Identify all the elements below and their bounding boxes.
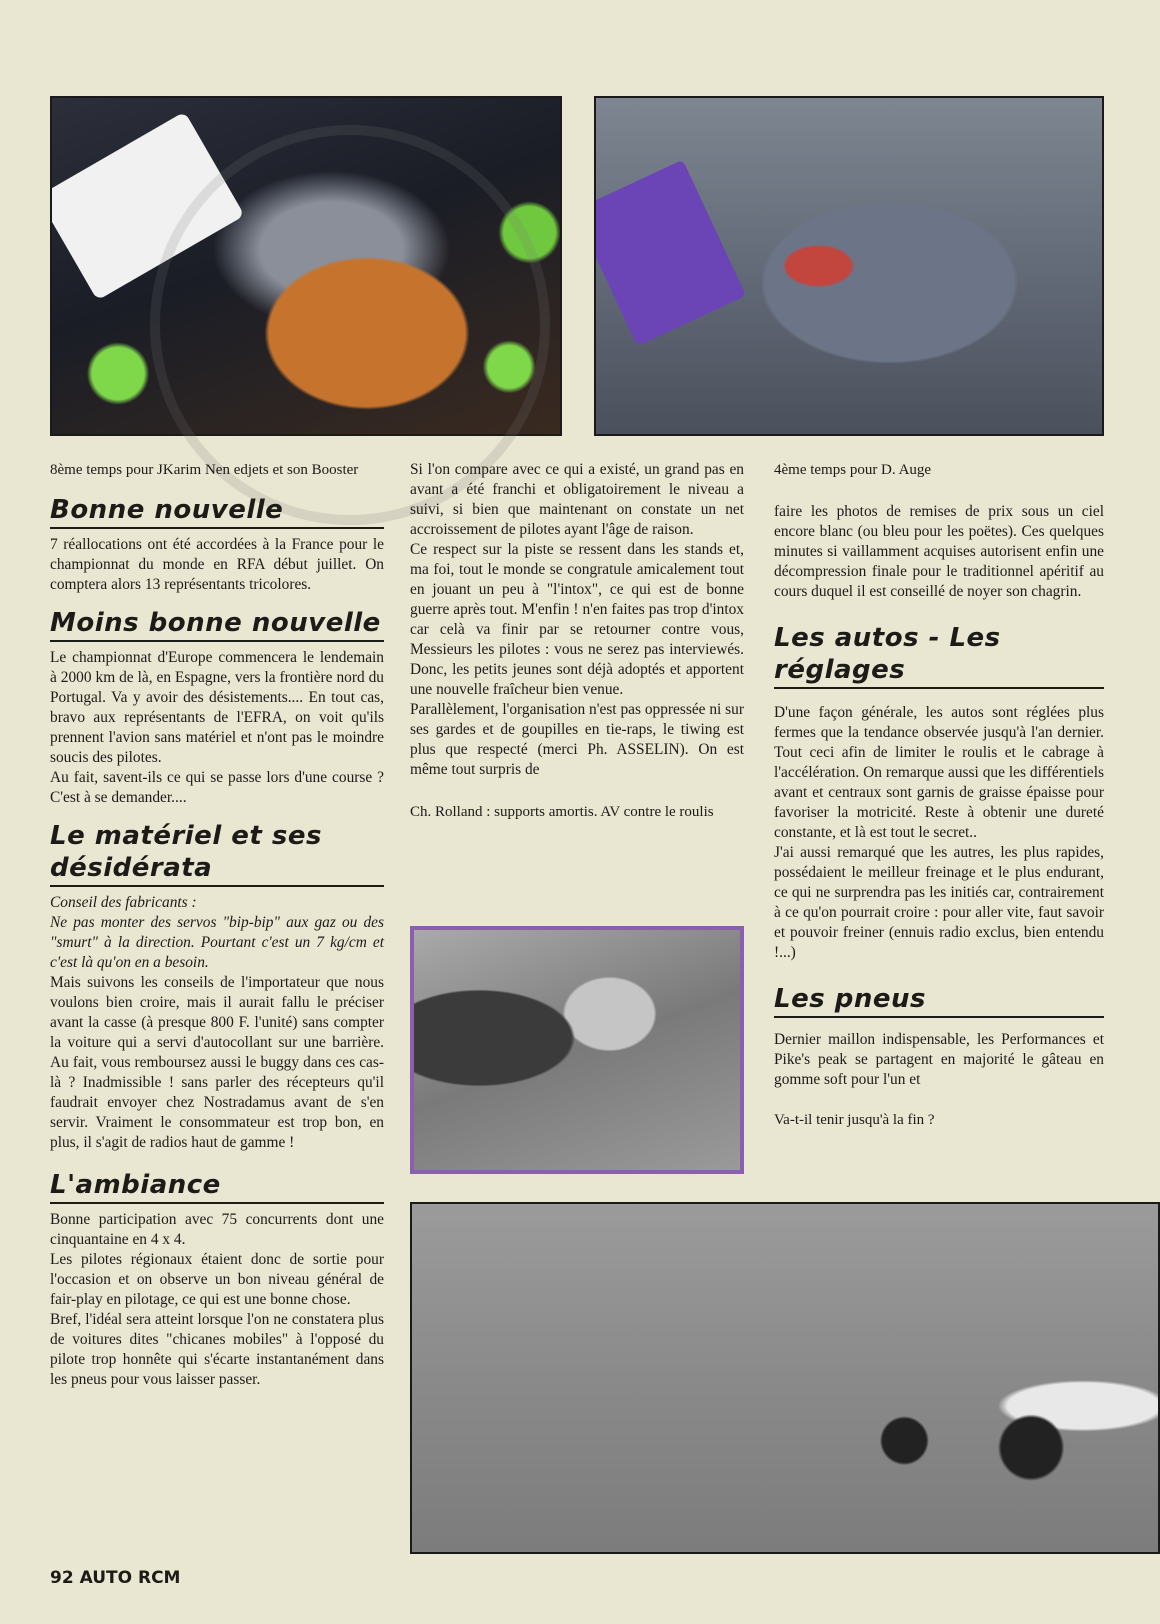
photo-buggy-chassis	[594, 96, 1104, 436]
paragraph: Parallèlement, l'organisation n'est pas oppressée ni sur ses gardes et de goupilles en tie-raps, le tiwing est plus que respecté (merci Ph. ASSELIN). On est même tout surpris de	[410, 701, 744, 778]
caption-photo4: Va-t-il tenir jusqu'à la fin ?	[774, 1112, 935, 1128]
paragraph: Mais suivons les conseils de l'importateur que nous voulons bien croire, mais il aurait fallu le préciser avant la casse (à presque 800 F. l'unité) sans compter la voiture qui a servi d'autocollant sur une barrière. Au fait, vous remboursez aussi le buggy dans ces cas-là ? Inadmissible ! sans parler des récepteurs qu'il faudrait envoyer chez Nostradamus avant de s'en servir. Vraiment le consommateur est trop bon, en plus, il s'agit de radios haut de gamme !	[50, 974, 384, 1151]
paragraph: Ce respect sur la piste se ressent dans les stands et, ma foi, tout le monde se congratule amicalement tout en jouant un peu à "l'intox", ce qui est de bonne guerre après tout. M'enfin ! n'en faites pas trop d'intox car celà va finir par se retourner contre vous, Messieurs les pilotes : vous ne serez pas interviewés. Donc, les petits jeunes sont déjà adoptés et apportent une nouvelle fraîcheur bien venue.	[410, 541, 744, 698]
column-1	[50, 460, 384, 1390]
photo-suspension-detail	[410, 926, 744, 1174]
paragraph: Le championnat d'Europe commencera le lendemain à 2000 km de là, en Espagne, vers la frontière nord du Portugal. Va y avoir des désistements.... En tout cas, bravo aux représentants de l'EFRA, on voit qu'ils prennent l'avion sans matériel et n'ont pas le moindre soucis des pilotes.	[50, 649, 384, 766]
paragraph: Au fait, savent-ils ce qui se passe lors d'une course ? C'est à se demander....	[50, 769, 384, 806]
paragraph: D'une façon générale, les autos sont réglées plus fermes que la tendance observée jusqu'à l'an dernier. Tout ceci afin de limiter le roulis et le cabrage à l'accélération. On remarque aussi que les différentiels avant et centraux sont garnis de graisse épaisse pour favoriser la motricité. Reste à obtenir une dureté constante, et là est tout le secret..	[774, 704, 1104, 841]
heading-ambiance: L'ambiance	[50, 1169, 384, 1204]
paragraph: Dernier maillon indispensable, les Performances et Pike's peak se partagent en majorité le gâteau en gomme soft pour l'un et	[774, 1031, 1104, 1088]
heading-bonne-nouvelle: Bonne nouvelle	[50, 494, 384, 529]
heading-pneus: Les pneus	[774, 983, 1104, 1018]
paragraph: faire les photos de remises de prix sous un ciel encore blanc (ou bleu pour les poëtes). Ces quelques minutes si vaillamment acquises autorisent enfin une décompression finale pour le traditionnel apéritif au cours duquel il est conseillé de noyer son chagrin.	[774, 503, 1104, 600]
heading-moins-bonne-nouvelle: Moins bonne nouvelle	[50, 607, 384, 642]
page-footer: 92 AUTO RCM	[50, 1568, 181, 1588]
paragraph: Si l'on compare avec ce qui a existé, un grand pas en avant a été franchi et obligatoirement le niveau a suivi, si bien que maintenant on constate un net accroissement de pilotes ayant l'âge de raison.	[410, 461, 744, 538]
heading-materiel: Le matériel et ses désidérata	[50, 820, 384, 887]
body-decal	[50, 112, 245, 301]
heading-autos-reglages: Les autos - Les réglages	[774, 622, 1104, 689]
paragraph: Conseil des fabricants :	[50, 894, 197, 911]
caption-photo2: 4ème temps pour D. Auge	[774, 462, 932, 478]
paragraph: Ne pas monter des servos "bip-bip" aux gaz ou des "smurt" à la direction. Pourtant c'est un 7 kg/cm et c'est là qu'on en a besoin.	[50, 914, 384, 971]
photo-buggy-engine	[50, 96, 562, 436]
purple-box	[594, 160, 746, 347]
column-2	[410, 460, 744, 822]
caption-photo3: Ch. Rolland : supports amortis. AV contre le roulis	[410, 804, 714, 820]
caption-photo1: 8ème temps pour JKarim Nen edjets et son Booster	[50, 462, 359, 478]
paragraph: Les pilotes régionaux étaient donc de sortie pour l'occasion et on observe un bon niveau général de fair-play en pilotage, ce qui est une bonne chose.	[50, 1251, 384, 1308]
paragraph: Bonne participation avec 75 concurrents dont une cinquantaine en 4 x 4.	[50, 1211, 384, 1248]
column-3	[774, 460, 1104, 1130]
paragraph: Bref, l'idéal sera atteint lorsque l'on ne constatera plus de voitures dites "chicanes mobiles" à l'opposé du pilote trop honnête qui s'écarte instantanément dans les pneus pour vous laisser passer.	[50, 1311, 384, 1388]
photo-buggy-racing	[410, 1202, 1160, 1554]
paragraph: J'ai aussi remarqué que les autres, les plus rapides, possédaient le meilleur freinage et le plus endurant, ce qui ne surprendra pas les initiés car, contrairement à ce qu'on pourrait croire : pour aller vite, faut savoir et pouvoir freiner (ennuis radio exclus, bien entendu !...)	[774, 844, 1104, 961]
paragraph: 7 réallocations ont été accordées à la France pour le championnat du monde en RFA début juillet. On comptera alors 13 représentants tricolores.	[50, 536, 384, 593]
